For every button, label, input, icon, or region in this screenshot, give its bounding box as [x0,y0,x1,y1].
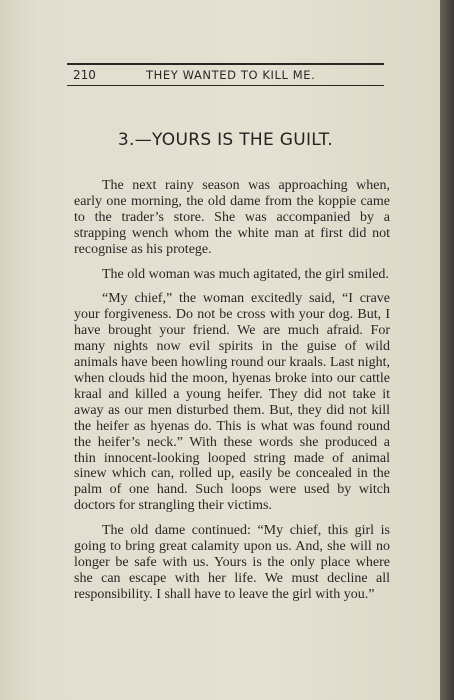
paragraph: The next rainy season was approaching when, early one morning, the old dame from the koppie came to the trader’s store. She was accompanied by a strapping wench whom the white man at first did not recognise as his protege. [74,178,390,257]
header-rule-top [67,63,384,65]
body-text [74,178,390,612]
paragraph: “My chief,” the woman excitedly said, “I crave your forgiveness. Do not be cross with your dog. But, I have brought your friend. We are much afraid. For many nights now evil spirits in the guise of wild animals have been howling round our kraals. Last night, when clouds hid the moon, hyenas broke into our cattle kraal and killed a young heifer. They did not take it away as our men disturbed them. But, they did not kill the heifer as hyenas do. This is what was found round the heifer’s neck.” With these words she produced a thin innocent-looking looped string made of animal sinew which can, rolled up, easily be concealed in the palm of one hand. Such loops were used by witch doctors for strangling their victims. [74,291,390,514]
page-number: 210 [73,68,96,82]
header-rule-bottom [67,85,384,86]
paragraph: The old woman was much agitated, the girl smiled. [102,266,389,282]
running-head: THEY WANTED TO KILL ME. [146,68,316,82]
chapter-title: 3.—YOURS IS THE GUILT. [117,130,334,150]
page-edge-shadow [440,0,454,700]
paragraph: The old dame continued: “My chief, this girl is going to bring great calamity upon us. And, she will no longer be safe with us. Yours is the only place where she can escape with her life. We must decline all responsibility. I shall have to leave the girl with you.” [74,523,390,602]
